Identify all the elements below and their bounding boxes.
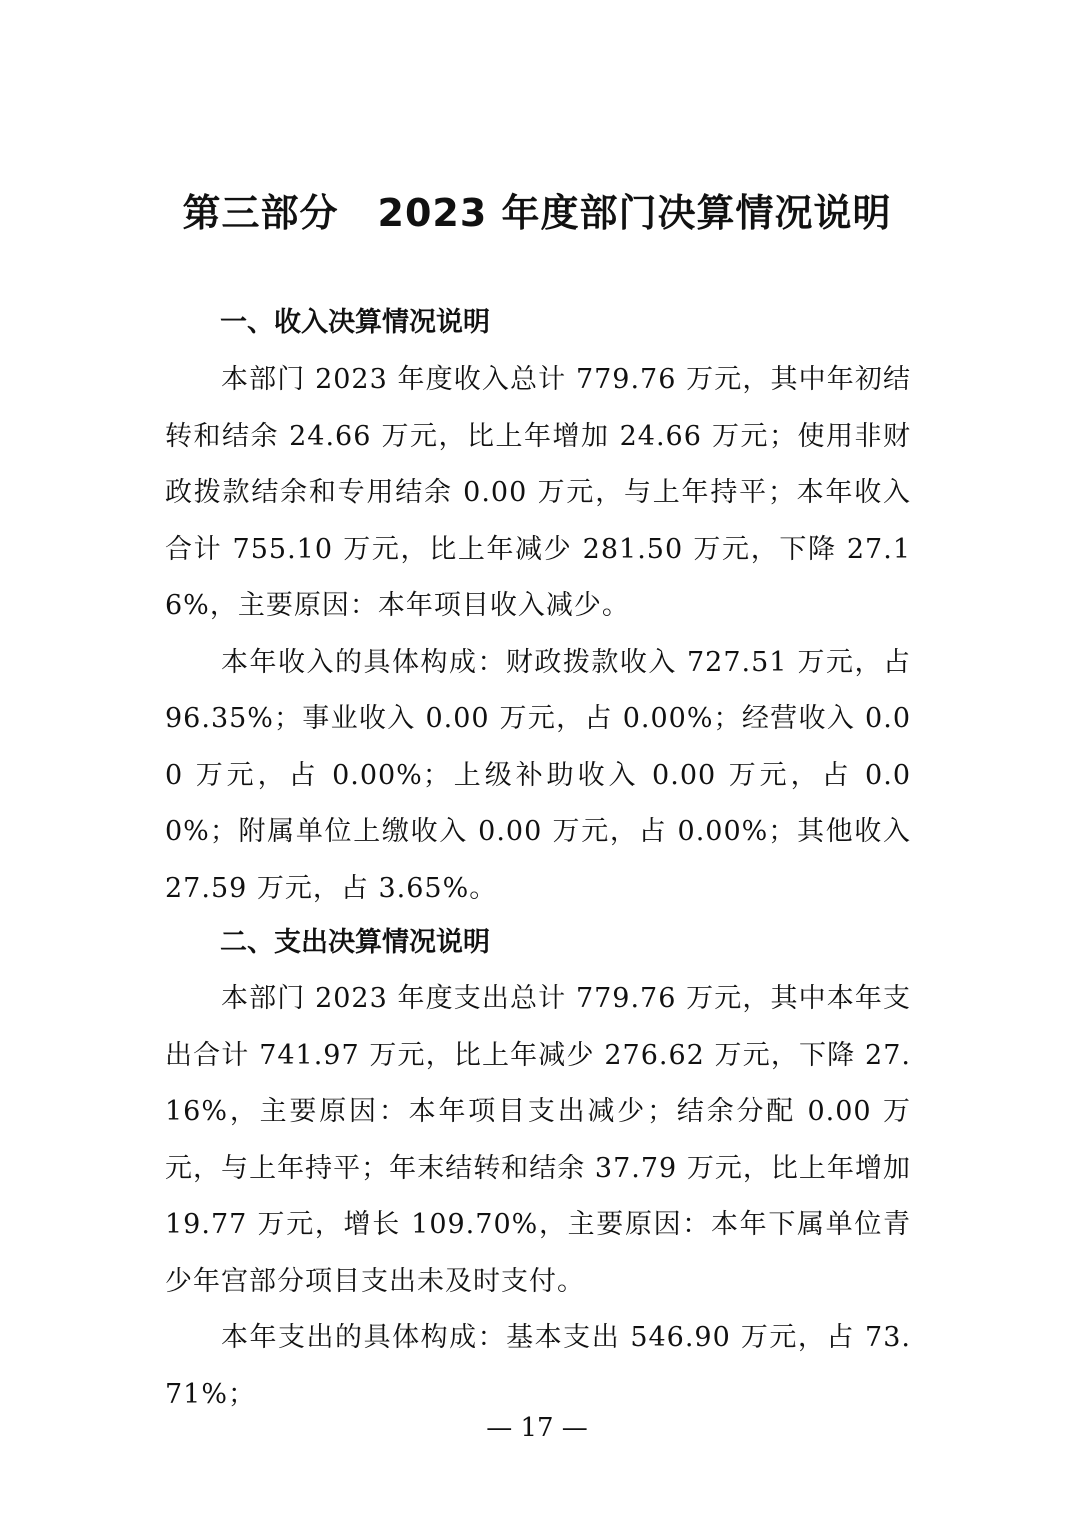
income-section-body — [165, 352, 911, 917]
section-heading-expenditure: 二、支出决算情况说明 — [220, 927, 490, 958]
expenditure-section-body — [165, 971, 911, 1423]
section-heading-income: 一、收入决算情况说明 — [220, 307, 490, 338]
page-number: — 17 — — [486, 1413, 588, 1443]
expenditure-composition-paragraph: 本年支出的具体构成：基本支出 546.90 万元，占 73.71%； — [165, 1322, 911, 1410]
expenditure-summary-paragraph: 本部门 2023 年度支出总计 779.76 万元，其中本年支出合计 741.97 万元，比上年减少 276.62 万元，下降 27.16%，主要原因：本年项目支出减少；结余分配 0.00 万元，与上年持平；年末结转和结余 37.79 万元，比上年增加 19.77 万元，增长 109.70%，主要原因：本年下属单位青少年宫部分项目支出未及时支付。 — [165, 983, 911, 1297]
income-summary-paragraph: 本部门 2023 年度收入总计 779.76 万元，其中年初结转和结余 24.66 万元，比上年增加 24.66 万元；使用非财政拨款结余和专用结余 0.00 万元，与上年持平；本年收入合计 755.10 万元，比上年减少 281.50 万元，下降 27.16%，主要原因：本年项目收入减少。 — [165, 364, 911, 621]
page-title: 第三部分 2023 年度部门决算情况说明 — [182, 191, 892, 235]
income-composition-paragraph: 本年收入的具体构成：财政拨款收入 727.51 万元，占 96.35%；事业收入 0.00 万元，占 0.00%；经营收入 0.00 万元，占 0.00%；上级补助收入 0.00 万元，占 0.00%；附属单位上缴收入 0.00 万元，占 0.00%；其他收入 27.59 万元，占 3.65%。 — [165, 646, 911, 904]
